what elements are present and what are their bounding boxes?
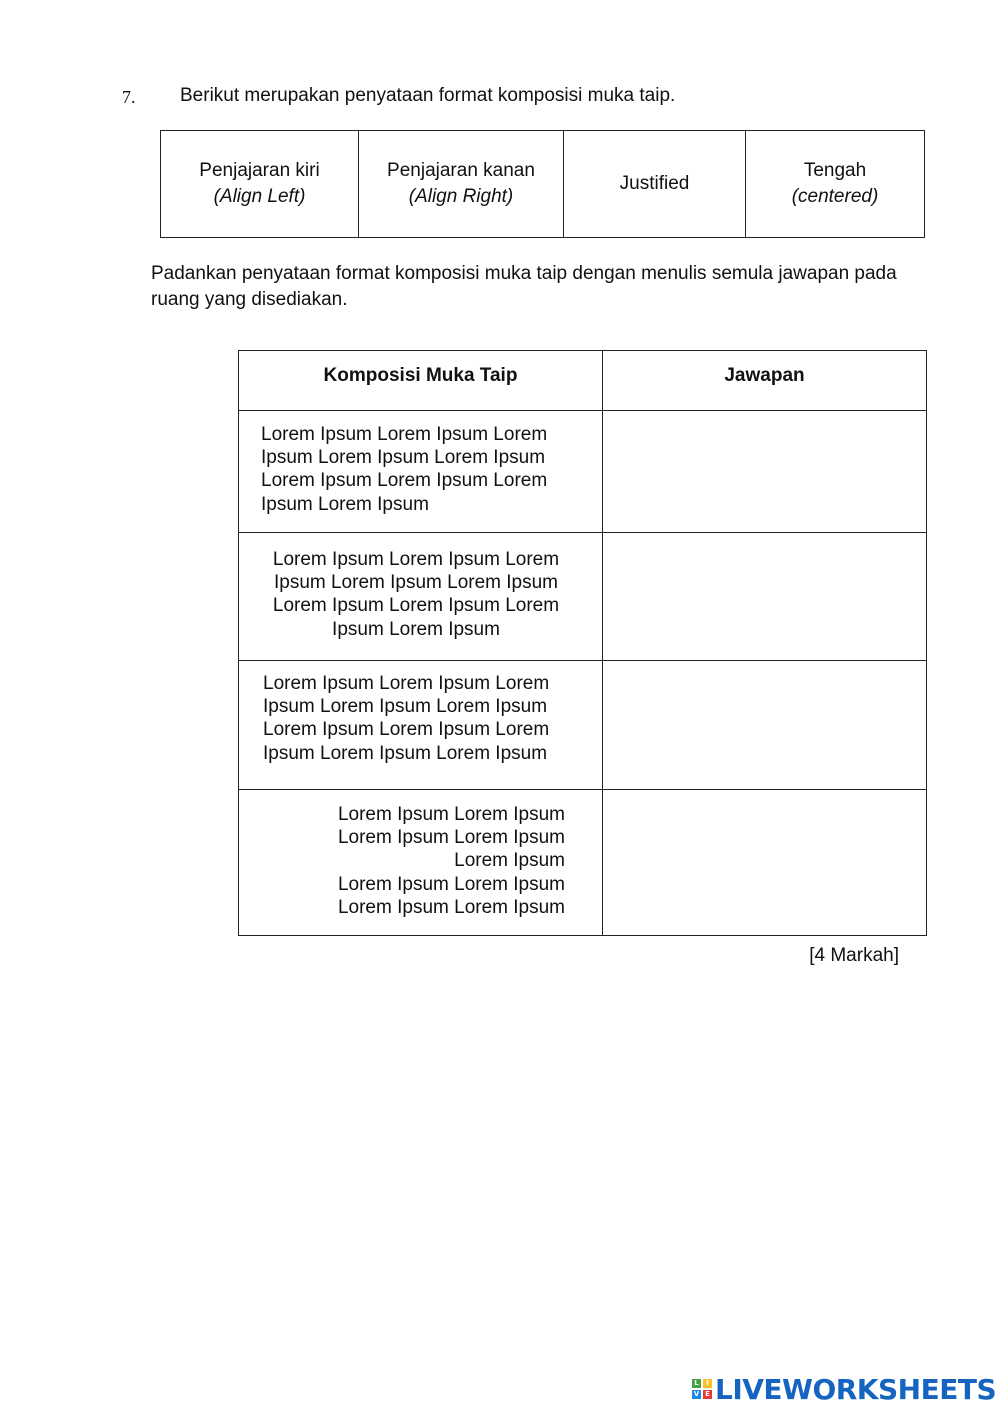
marks-label: [4 Markah] <box>809 945 899 966</box>
options-table <box>160 130 925 238</box>
answer-field[interactable] <box>603 533 927 661</box>
logo-letter: V <box>693 1390 700 1398</box>
option-label: Penjajaran kiri <box>199 160 320 181</box>
logo-text: LIVEWORKSHEETS <box>715 1372 997 1406</box>
table-row <box>239 661 927 790</box>
sample-text-justified: Lorem Ipsum Lorem Ipsum Lorem Ipsum Lorem Ipsum Lorem Ipsum Lorem Ipsum Lorem Ipsum Lorem Ipsum Lorem Ipsum Lorem Ipsum <box>263 673 550 764</box>
table-row <box>239 790 927 936</box>
question-number: 7. <box>122 87 136 107</box>
matching-table <box>238 350 927 936</box>
header-answer: Jawapan <box>603 351 927 411</box>
option-justified <box>564 131 746 238</box>
sample-text-center: Lorem Ipsum Lorem Ipsum Lorem Ipsum Lorem Ipsum Lorem Ipsum Lorem Ipsum Lorem Ipsum Lorem Ipsum Lorem Ipsum <box>272 549 560 640</box>
logo-letter: E <box>703 1390 712 1399</box>
answer-field[interactable] <box>603 790 927 936</box>
option-label: Penjajaran kanan <box>387 160 535 181</box>
option-english: (Align Right) <box>408 186 514 207</box>
option-label: Tengah <box>803 160 867 181</box>
logo-letter: I <box>703 1379 712 1388</box>
option-centered <box>746 131 925 238</box>
option-english: (centered) <box>791 186 879 207</box>
table-row <box>239 411 927 533</box>
answer-field[interactable] <box>603 411 927 533</box>
header-composition: Komposisi Muka Taip <box>239 351 603 411</box>
sample-cell <box>239 533 603 661</box>
liveworksheets-logo <box>692 1374 996 1404</box>
option-english: (Align Left) <box>213 186 306 207</box>
answer-field[interactable] <box>603 661 927 790</box>
option-label: Justified <box>619 173 690 194</box>
option-align-right <box>359 131 564 238</box>
question-text: Berikut merupakan penyataan format komposisi muka taip. <box>180 85 676 106</box>
logo-mark-icon <box>692 1379 712 1399</box>
logo-letter: L <box>692 1379 701 1388</box>
option-align-left <box>161 131 359 238</box>
instruction-text: Padankan penyataan format komposisi muka taip dengan menulis semula jawapan pada ruang yang disediakan. <box>151 263 897 310</box>
sample-text-left: Lorem Ipsum Lorem Ipsum Lorem Ipsum Lorem Ipsum Lorem Ipsum Lorem Ipsum Lorem Ipsum Lorem Ipsum Lorem Ipsum <box>261 424 548 515</box>
sample-cell <box>239 411 603 533</box>
sample-cell <box>239 661 603 790</box>
sample-text-right: Lorem Ipsum Lorem Ipsum Lorem Ipsum Lorem Ipsum Lorem Ipsum Lorem Ipsum Lorem Ipsum Lorem Ipsum Lorem Ipsum <box>337 804 565 918</box>
sample-cell <box>239 790 603 936</box>
table-row <box>239 533 927 661</box>
